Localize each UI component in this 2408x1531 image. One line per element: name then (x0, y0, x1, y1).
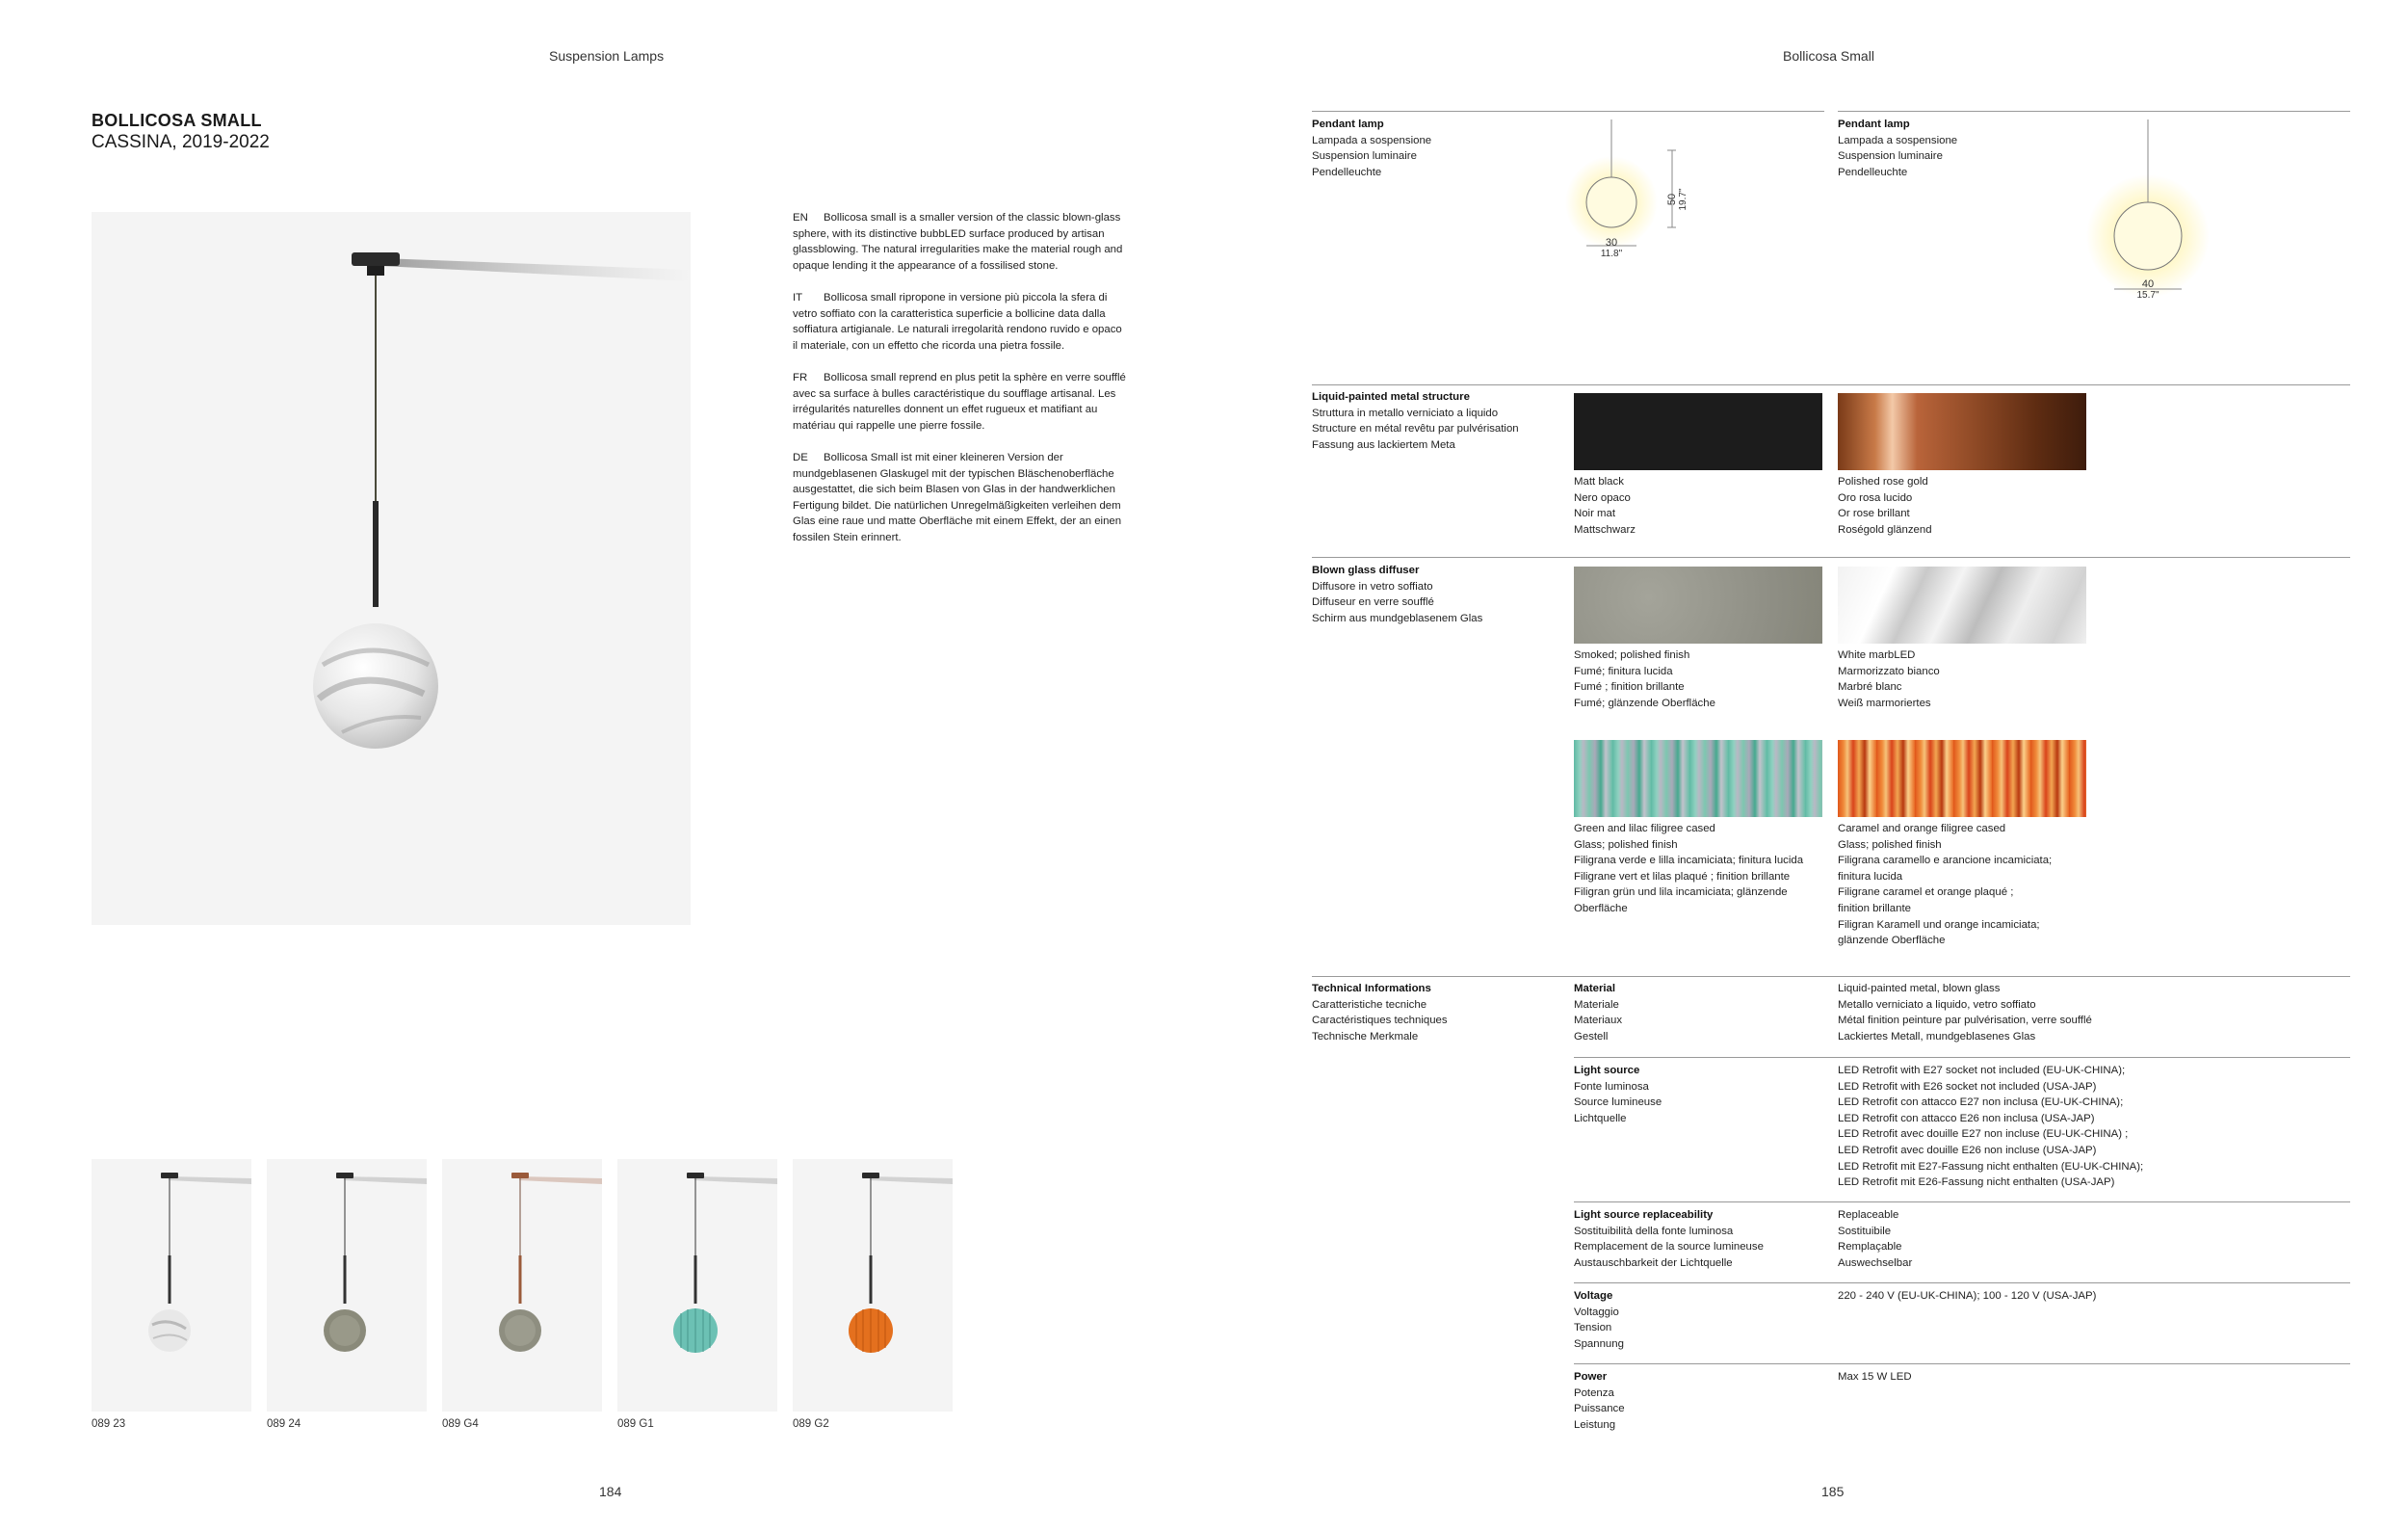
page-number-left: 184 (599, 1484, 622, 1499)
variant-code: 089 G4 (442, 1418, 479, 1430)
product-photo (92, 212, 691, 925)
tech-row-label: Power Potenza Puissance Leistung (1574, 1371, 1625, 1431)
divider (1312, 384, 2350, 385)
pendant-a-label: Pendant lamp Lampada a sospensione Suspension luminaire Pendelleuchte (1312, 119, 1432, 178)
divider (1312, 111, 1824, 112)
variant-code: 089 23 (92, 1418, 126, 1430)
divider (1312, 976, 2350, 977)
finish-caramel-orange-label: Caramel and orange filigree cased Glass; polished finish Filigrana caramello e arancione incamiciata; finitura lucida Filigrane caramel et orange plaqué ; finition brillante Filigran Karamell und orange incamiciata; glänzende Oberfläche (1838, 823, 2053, 947)
product-title: BOLLICOSA SMALL (92, 111, 262, 130)
pendant-lamp-illustration (92, 212, 691, 925)
finish-green-lilac-label: Green and lilac filigree cased Glass; polished finish Filigrana verde e lilla incamiciata; finitura lucida Filigrane vert et lilas plaqué ; finition brillante Filigran grün und lila incamiciata; glänzende Oberfläche (1574, 823, 1804, 914)
divider (1574, 1201, 2350, 1202)
description-en: EN Bollicosa small is a smaller version of the classic blown-glass sphere, with its distinctive bubbLED surface produced by artisan glassblowing. The natural irregularities make the material rough and opaque lending it the appearance of a fossilised stone. (793, 212, 1123, 272)
section-header-right: Bollicosa Small (1783, 48, 1874, 64)
tech-row-label: Material Materiale Materiaux Gestell (1574, 983, 1623, 1043)
swatch-smoked (1574, 567, 1822, 644)
divider (1574, 1057, 2350, 1058)
divider (1574, 1282, 2350, 1283)
tech-row-label: Voltage Voltaggio Tension Spannung (1574, 1290, 1624, 1350)
swatch-caramel-orange (1838, 740, 2086, 817)
divider (1574, 1363, 2350, 1364)
swatch-matt-black (1574, 393, 1822, 470)
section-header-left: Suspension Lamps (549, 48, 665, 64)
variant-code: 089 G2 (793, 1418, 829, 1430)
tech-row-label: Light source Fonte luminosa Source lumineuse Lichtquelle (1574, 1065, 1662, 1124)
variant-thumbnail-orange-filigree (793, 1159, 953, 1412)
pendant-a-width-label: 30 11.8" (1600, 237, 1623, 259)
tech-row-value: 220 - 240 V (EU-UK-CHINA); 100 - 120 V (USA-JAP) (1838, 1290, 2097, 1302)
pendant-b-label: Pendant lamp Lampada a sospensione Suspension luminaire Pendelleuchte (1838, 119, 1958, 178)
description-de: DE Bollicosa Small ist mit einer kleineren Version der mundgeblasenen Glaskugel mit der typischen Bläschenoberfläche ausgestattet, die sich beim Blasen von Glas in der handwerklichen Fertigung bildet. Die natürlichen Unregelmäßigkeiten verleihen dem Glas eine raue und matte Oberfläche mit einem Effekt, der an einen fossilen Stein erinnert. (793, 451, 1122, 543)
product-subtitle: CASSINA, 2019-2022 (92, 132, 270, 152)
swatch-rose-gold (1838, 393, 2086, 470)
diffuser-label: Blown glass diffuser Diffusore in vetro soffiato Diffuseur en verre soufflé Schirm aus mundgeblasenem Glas (1312, 565, 1483, 624)
tech-row-value: LED Retrofit with E27 socket not included (EU-UK-CHINA); LED Retrofit with E26 socket not included (USA-JAP) LED Retrofit con attacco E27 non inclusa (EU-UK-CHINA); LED Retrofit con attacco E26 non inclusa (USA-JAP) LED Retrofit avec douille E27 non incluse (EU-UK-CHINA) ; LED Retrofit avec douille E26 non incluse (USA-JAP) LED Retrofit mit E27-Fassung nicht enthalten (EU-UK-CHINA); LED Retrofit mit E26-Fassung nicht enthalten (USA-JAP) (1838, 1065, 2144, 1189)
variant-thumbnail-smoked-rose (442, 1159, 602, 1412)
finish-matt-black-label: Matt black Nero opaco Noir mat Mattschwarz (1574, 476, 1636, 536)
technical-label: Technical Informations Caratteristiche tecniche Caractéristiques techniques Technische Merkmale (1312, 983, 1448, 1043)
tech-row-value: Liquid-painted metal, blown glass Metallo verniciato a liquido, vetro soffiato Métal finition peinture par pulvérisation, verre soufflé Lackiertes Metall, mundgeblasenes Glas (1838, 983, 2092, 1043)
swatch-white-marble (1838, 567, 2086, 644)
finish-smoked-label: Smoked; polished finish Fumé; finitura lucida Fumé ; finition brillante Fumé; glänzende Oberfläche (1574, 649, 1715, 709)
finish-rose-gold-label: Polished rose gold Oro rosa lucido Or rose brillant Roségold glänzend (1838, 476, 1932, 536)
variant-code: 089 G1 (617, 1418, 654, 1430)
tech-row-label: Light source replaceability Sostituibilità della fonte luminosa Remplacement de la source lumineuse Austauschbarkeit der Lichtquelle (1574, 1209, 1764, 1269)
description-fr: FR Bollicosa small reprend en plus petit la sphère en verre soufflé avec sa surface à bulles caractéristique du soufflage artisanal. Les irrégularités naturelles donnent un effet rugueux et matifiant au matériau qui rappelle une pierre fossile. (793, 371, 1126, 432)
divider (1838, 111, 2350, 112)
tech-row-value: Max 15 W LED (1838, 1371, 1912, 1383)
description-it: IT Bollicosa small ripropone in versione più piccola la sfera di vetro soffiato con la caratteristica superficie a bollicine data dalla soffiatura artigianale. Le naturali irregolarità rendono ruvido e opaco il materiale, con un effetto che ricorda una pietra fossile. (793, 291, 1122, 352)
variant-thumbnail-green-filigree (617, 1159, 777, 1412)
swatch-green-lilac (1574, 740, 1822, 817)
finish-white-marble-label: White marbLED Marmorizzato bianco Marbré blanc Weiß marmoriertes (1838, 649, 1940, 709)
pendant-b-width-label: 40 15.7" (2136, 278, 2159, 301)
structure-label: Liquid-painted metal structure Struttura in metallo verniciato a liquido Structure en métal revêtu par pulvérisation Fassung aus lackiertem Meta (1312, 391, 1519, 451)
product-descriptions (793, 210, 1128, 562)
divider (1312, 557, 2350, 558)
tech-row-value: Replaceable Sostituibile Remplaçable Auswechselbar (1838, 1209, 1913, 1269)
pendant-a-height-label: 50 19.7" (1666, 188, 1688, 211)
variant-thumbnail-smoked (267, 1159, 427, 1412)
variant-thumbnail-marble (92, 1159, 251, 1412)
product-title-block (92, 110, 270, 154)
variant-code: 089 24 (267, 1418, 301, 1430)
page-number-right: 185 (1821, 1484, 1845, 1499)
